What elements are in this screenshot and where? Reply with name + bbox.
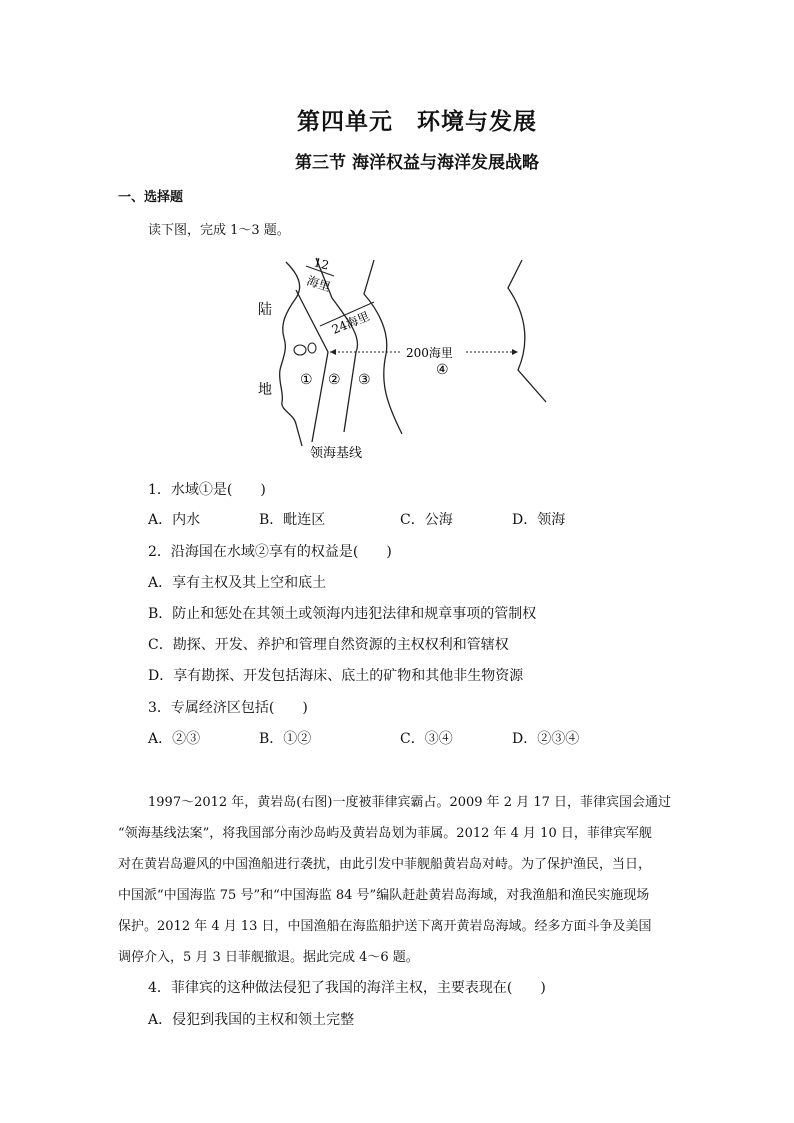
q1-option-d: D．领海 <box>512 512 566 528</box>
q2-option-a: A．享有主权及其上空和底土 <box>148 575 327 591</box>
q3-option-b: B．①② <box>259 731 312 747</box>
q2-option-d: D．享有勘探、开发包括海床、底土的矿物和其他非生物资源 <box>148 668 524 684</box>
eez-limit <box>508 260 546 402</box>
q1-option-a: A．内水 <box>148 512 201 528</box>
label-200: 200海里 <box>406 346 453 360</box>
arrow-left-icon <box>330 349 336 355</box>
contiguous-zone-limit <box>364 260 402 434</box>
q1-option-b: B．毗连区 <box>259 512 326 528</box>
zone-2-label: ② <box>328 372 341 388</box>
arrow-right-icon <box>512 349 518 355</box>
zone-4-label: ④ <box>436 362 449 378</box>
territorial-baseline <box>296 290 328 442</box>
q3-option-d: D．②③④ <box>512 731 580 747</box>
island <box>308 343 316 353</box>
label-24: 24海里 <box>329 309 372 337</box>
question-3-stem: 3．专属经济区包括( ) <box>148 700 308 716</box>
zone-1-label: ① <box>300 372 313 388</box>
passage-line-1: 1997～2012 年，黄岩岛(右图)一度被菲律宾霸占。2009 年 2 月 17 日，菲律宾国会通过 <box>148 795 672 810</box>
page-title: 第四单元 环境与发展 <box>297 108 537 135</box>
label-12: 12 <box>312 255 331 273</box>
q3-option-c: C．③④ <box>400 731 453 747</box>
label-haili: 海里 <box>305 273 333 295</box>
question-1-stem: 1．水域①是( ) <box>148 482 266 498</box>
page-subtitle: 第三节 海洋权益与海洋发展战略 <box>295 153 539 173</box>
passage-line-2: “领海基线法案”，将我国部分南沙岛屿及黄岩岛划为菲属。2012 年 4 月 10 日，菲律宾军舰 <box>118 826 652 841</box>
island <box>294 345 306 355</box>
q4-option-a: A．侵犯到我国的主权和领土完整 <box>148 1012 355 1028</box>
maritime-zones-diagram <box>250 252 550 462</box>
coastline <box>280 262 302 446</box>
q1-option-c: C．公海 <box>400 512 453 528</box>
section-heading: 一、选择题 <box>118 190 184 205</box>
q3-option-a: A．②③ <box>148 731 201 747</box>
intro-text: 读下图，完成 1～3 题。 <box>148 223 290 238</box>
label-land-bottom: 地 <box>258 382 272 398</box>
passage-line-6: 调停介入，5 月 3 日菲舰撤退。据此完成 4～6 题。 <box>118 950 419 965</box>
passage-line-3: 对在黄岩岛避风的中国渔船进行袭扰，由此引发中菲舰船黄岩岛对峙。为了保护渔民，当日， <box>118 857 652 872</box>
question-4-stem: 4．菲律宾的这种做法侵犯了我国的海洋主权，主要表现在( ) <box>148 980 546 996</box>
passage-line-4: 中国派“中国海监 75 号”和“中国海监 84 号”编队赶赴黄岩岛海域，对我渔船和渔民实施现场 <box>118 888 650 903</box>
q2-option-b: B．防止和惩处在其领土或领海内违犯法律和规章事项的管制权 <box>148 606 537 622</box>
question-2-stem: 2．沿海国在水域②享有的权益是( ) <box>148 544 392 560</box>
label-baseline: 领海基线 <box>310 446 363 461</box>
passage-line-5: 保护。2012 年 4 月 13 日，中国渔船在海监船护送下离开黄岩岛海域。经多方面斗争及美国 <box>118 919 652 934</box>
q2-option-c: C．勘探、开发、养护和管理自然资源的主权权利和管辖权 <box>148 637 509 653</box>
label-land-top: 陆 <box>258 302 272 318</box>
zone-3-label: ③ <box>358 372 371 388</box>
